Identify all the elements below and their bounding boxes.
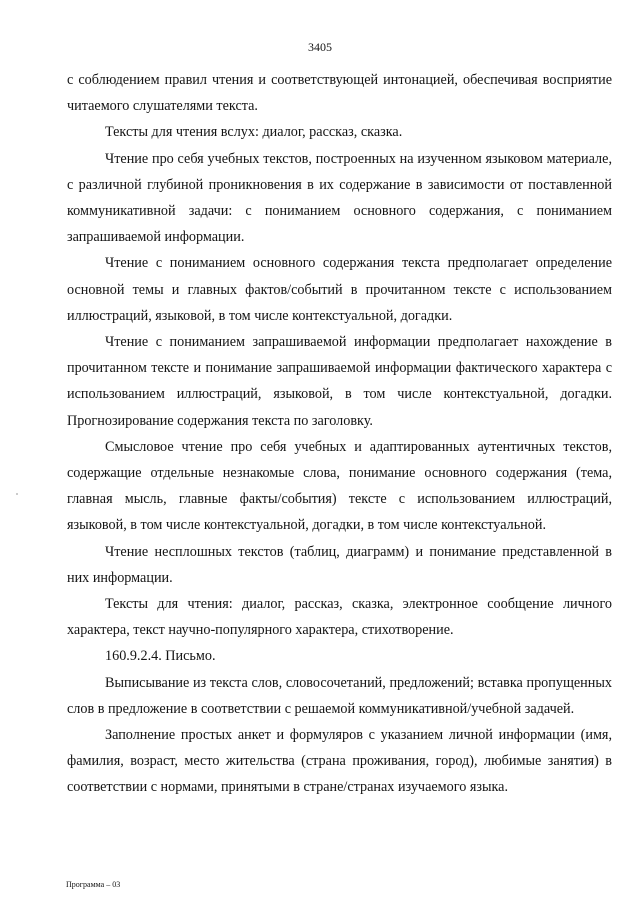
- section-heading-writing: 160.9.2.4. Письмо.: [105, 648, 216, 665]
- body-text: [67, 67, 612, 801]
- paragraph-continuation: с соблюдением правил чтения и соответствующей интонацией, обеспечивая восприятие читаемого слушателями текста.: [67, 72, 612, 115]
- page-number: 3405: [308, 40, 332, 54]
- paragraph-writing-out: Выписывание из текста слов, словосочетаний, предложений; вставка пропущенных слов в предложение в соответствии с решаемой коммуникативной/учебной задачей.: [67, 674, 612, 717]
- paragraph-non-continuous-texts: Чтение несплошных текстов (таблиц, диаграмм) и понимание представленной в них информации.: [67, 543, 612, 586]
- scan-speck: [16, 493, 18, 495]
- paragraph-semantic-reading: Смысловое чтение про себя учебных и адаптированных аутентичных текстов, содержащие отдельные незнакомые слова, понимание основного содержания (тема, главная мысль, главные факты/события) тексте с использованием иллюстраций, языковой, в том числе контекстуальной, догадки, в том числе контекстуальной.: [67, 438, 612, 534]
- paragraph-reading-aloud-texts: Тексты для чтения вслух: диалог, рассказ, сказка.: [105, 124, 403, 141]
- paragraph-reading-texts: Тексты для чтения: диалог, рассказ, сказка, электронное сообщение личного характера, текст научно-популярного характера, стихотворение.: [67, 596, 612, 639]
- paragraph-silent-reading: Чтение про себя учебных текстов, построенных на изученном языковом материале, с различной глубиной проникновения в их содержание в зависимости от поставленной коммуникативной задачи: с пониманием основного содержания, с пониманием запрашиваемой информации.: [67, 150, 612, 246]
- paragraph-main-content-reading: Чтение с пониманием основного содержания текста предполагает определение основной темы и главных фактов/событий в прочитанном тексте с использованием иллюстраций, языковой, в том числе контекстуальной, догадки.: [67, 255, 612, 324]
- paragraph-forms-filling: Заполнение простых анкет и формуляров с указанием личной информации (имя, фамилия, возраст, место жительства (страна проживания, город), любимые занятия) в соответствии с нормами, принятыми в стране/странах изучаемого языка.: [67, 727, 612, 796]
- footer-label: Программа – 03: [66, 880, 121, 889]
- paragraph-requested-info-reading: Чтение с пониманием запрашиваемой информации предполагает нахождение в прочитанном тексте и понимание запрашиваемой информации фактического характера с использованием иллюстраций, языковой, в том числе контекстуальной, догадки. Прогнозирование содержания текста по заголовку.: [67, 334, 612, 429]
